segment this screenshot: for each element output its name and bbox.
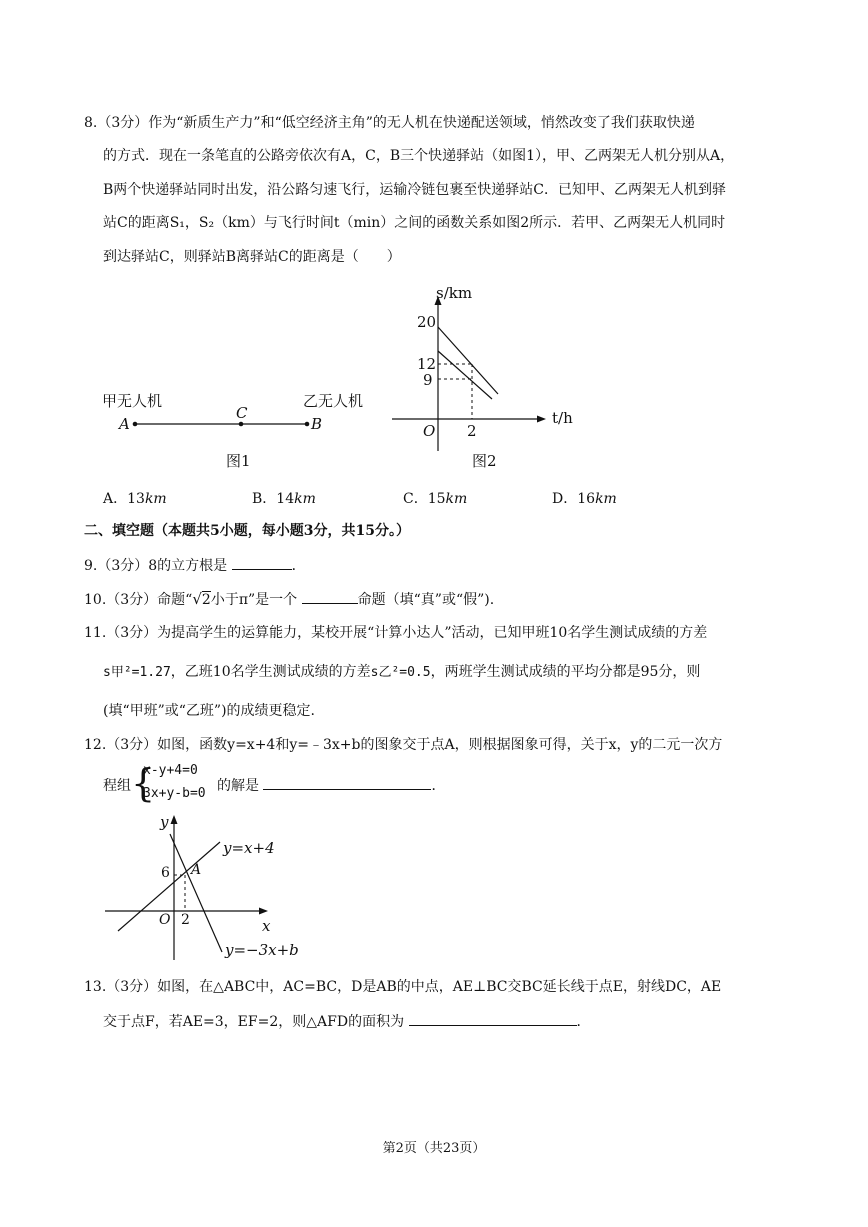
fig1-point-b-label: B — [311, 415, 323, 433]
q8-line-3: B两个快递驿站同时出发，沿公路匀速飞行，运输冷链包裹至快递驿站C．已知甲、乙两架无人机到驿 — [103, 182, 726, 198]
option-unit: km — [144, 491, 167, 507]
q8-option-d[interactable] — [552, 488, 617, 508]
fig2-x-axis-label: t/h — [552, 409, 573, 427]
q12-graph-x-label: x — [262, 917, 271, 935]
q12-equation-1: x-y+4=0 — [143, 763, 198, 778]
option-unit: km — [294, 491, 316, 507]
q9-text: 9.（3分）8的立方根是 — [84, 558, 228, 574]
fig2-x-tick-2: 2 — [467, 422, 477, 440]
q12-graph-origin: O — [159, 912, 171, 928]
q12-answer-blank[interactable] — [263, 775, 431, 790]
q12-end: ． — [431, 778, 446, 794]
q12-graph-svg — [100, 812, 290, 962]
q13-end: ． — [576, 1014, 591, 1030]
q8-line-2: 的方式．现在一条笔直的公路旁依次有A，C，B三个快递驿站（如图1），甲、乙两架无人机分别从A， — [103, 148, 735, 164]
q8-option-b[interactable] — [252, 488, 316, 508]
q10-text-middle: 小于π”是一个 — [210, 592, 298, 608]
q8-line-1: 8.（3分）作为“新质生产力”和“低空经济主角”的无人机在快递配送领域，悄然改变了我们获取快递 — [84, 115, 695, 131]
q11-line-3: (填“甲班”或“乙班”)的成绩更稳定. — [103, 703, 316, 719]
q8-line-4: 站C的距离S₁，S₂（km）与飞行时间t（min）之间的函数关系如图2所示．若甲、乙两架无人机同时 — [103, 215, 726, 231]
q10 — [84, 589, 494, 610]
q11-variance-jia: s甲²=1.27 — [103, 665, 171, 680]
q13-line-1: 13.（3分）如图，在△ABC中，AC=BC，D是AB的中点，AE⊥BC交BC延长线于点E，射线DC，AE — [84, 979, 722, 995]
fig1-segment — [130, 418, 310, 430]
q12-graph-line1-label: y=x+4 — [223, 839, 275, 857]
fig2-origin: O — [423, 422, 436, 440]
q9-answer-blank[interactable] — [232, 555, 292, 570]
q12-graph-x-tick-2: 2 — [181, 912, 190, 928]
q13-answer-blank[interactable] — [409, 1011, 577, 1026]
q11-tail-text: ，两班学生测试成绩的平均分都是95分，则 — [430, 664, 701, 680]
option-value: 15 — [427, 491, 446, 507]
page-footer: 第2页（共23页） — [382, 1141, 486, 1156]
sqrt-icon: √ — [192, 590, 202, 608]
q12-line-1: 12.（3分）如图，函数y=x+4和y=﹣3x+b的图象交于点A，则根据图象可得，关于x，y的二元一次方 — [84, 737, 723, 753]
fig1-point-c-label: C — [236, 404, 248, 422]
q10-radicand: 2 — [201, 592, 211, 608]
q11-line-1: 11.（3分）为提高学生的运算能力，某校开展“计算小达人”活动，已知甲班10名学生测试成绩的方差 — [84, 625, 708, 641]
q9-end: ． — [291, 558, 306, 574]
q8-option-c[interactable] — [403, 488, 467, 508]
q8-line-5: 到达驿站C，则驿站B离驿站C的距离是（ ） — [103, 249, 401, 265]
fig1-right-label: 乙无人机 — [303, 392, 364, 410]
fig2-y-axis-label: s/km — [436, 284, 473, 302]
q12-graph-y-label: y — [160, 813, 169, 831]
brace-icon: { — [131, 761, 156, 805]
fig2-y-tick-12: 12 — [417, 355, 437, 373]
fig1-left-label: 甲无人机 — [102, 392, 163, 410]
option-letter: B． — [252, 491, 277, 507]
option-unit: km — [445, 491, 468, 507]
q12-prefix: 程组 — [103, 778, 131, 794]
option-unit: km — [595, 491, 617, 507]
q10-text-start: 10.（3分）命题“ — [84, 592, 193, 608]
fig1-point-a-label: A — [119, 415, 130, 433]
q13-text: 交于点F，若AE=3，EF=2，则△AFD的面积为 — [103, 1014, 405, 1030]
fig1-caption: 图1 — [226, 452, 251, 470]
fig2-y-tick-9: 9 — [423, 371, 433, 389]
q12-graph-y-tick-6: 6 — [161, 865, 170, 881]
q12-suffix-text: 的解是 — [217, 778, 259, 794]
option-value: 13 — [127, 491, 145, 507]
option-letter: D． — [552, 491, 578, 507]
q12-graph-point-a: A — [191, 862, 202, 878]
q13-line-2 — [103, 1011, 591, 1032]
q12-suffix — [217, 775, 445, 795]
option-value: 14 — [276, 491, 295, 507]
q11-middle-text: ，乙班10名学生测试成绩的方差 — [170, 664, 371, 680]
fig2-y-tick-20: 20 — [417, 313, 437, 331]
q11-line-2 — [103, 662, 700, 683]
q10-text-end: 命题（填“真”或“假”). — [357, 592, 495, 608]
q8-option-a[interactable] — [103, 488, 167, 508]
option-letter: A． — [103, 491, 128, 507]
section-2-title: 二、填空题（本题共5小题，每小题3分，共15分。） — [84, 523, 410, 539]
fig2-caption: 图2 — [472, 452, 497, 470]
q12-graph-line2-label: y=−3x+b — [225, 941, 299, 959]
option-letter: C． — [403, 491, 428, 507]
q10-answer-blank[interactable] — [302, 589, 358, 604]
q9 — [84, 555, 306, 576]
q11-variance-yi: s乙²=0.5 — [370, 665, 431, 680]
q12-equation-2: 3x+y-b=0 — [143, 786, 206, 801]
option-value: 16 — [577, 491, 596, 507]
